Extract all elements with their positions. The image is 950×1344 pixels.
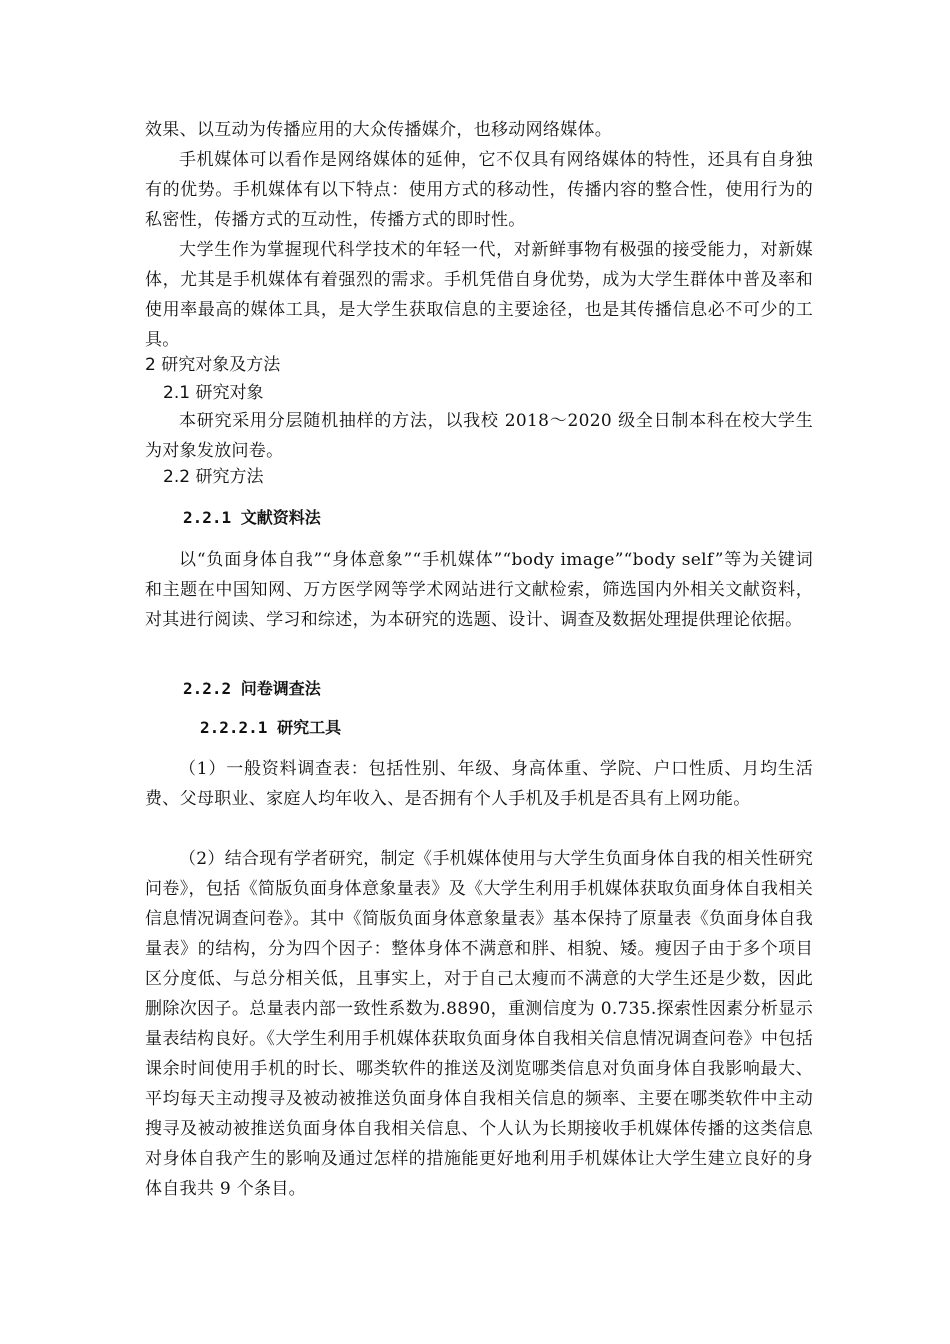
heading-section-2-2-1: 2.2.1 文献资料法 [183, 508, 321, 527]
paragraph-general-survey: （1）一般资料调查表：包括性别、年级、身高体重、学院、户口性质、月均生活费、父母职业、家庭人均年收入、是否拥有个人手机及手机是否具有上网功能。 [145, 759, 813, 809]
heading-section-2-2-2: 2.2.2 问卷调查法 [183, 679, 321, 698]
paragraph-questionnaire-design: （2）结合现有学者研究，制定《手机媒体使用与大学生负面身体自我的相关性研究问卷》，包括《简版负面身体意象量表》及《大学生利用手机媒体获取负面身体自我相关信息情况调查问卷》。其中《简版负面身体意象量表》基本保持了原量表《负面身体自我量表》的结构，分为四个因子：整体身体不满意和胖、相貌、矮。瘦因子由于多个项目区分度低、与总分相关低，且事实上，对于自己太瘦而不满意的大学生还是少数，因此删除次因子。总量表内部一致性系数为.8890，重测信度为 0.735.探索性因素分析显示量表结构良好。《大学生利用手机媒体获取负面身体自我相关信息情况调查问卷》中包括课余时间使用手机的时长、哪类软件的推送及浏览哪类信息对负面身体自我影响最大、平均每天主动搜寻及被动被推送负面身体自我相关信息的频率、主要在哪类软件中主动搜寻及被动被推送负面身体自我相关信息、个人认为长期接收手机媒体传播的这类信息对身体自我产生的影响及通过怎样的措施能更好地利用手机媒体让大学生建立良好的身体自我共 9 个条目。 [145, 849, 813, 1199]
heading-section-2-1: 2.1 研究对象 [163, 383, 264, 403]
paragraph-research-subjects: 本研究采用分层随机抽样的方法，以我校 2018～2020 级全日制本科在校大学生为对象发放问卷。 [145, 411, 813, 461]
paragraph-intro-continuation: 效果、以互动为传播应用的大众传播媒介，也移动网络媒体。 [145, 120, 613, 140]
paragraph-college-students: 大学生作为掌握现代科学技术的年轻一代，对新鲜事物有极强的接受能力，对新媒体，尤其是手机媒体有着强烈的需求。手机凭借自身优势，成为大学生群体中普及率和使用率最高的媒体工具，是大学生获取信息的主要途径，也是其传播信息必不可少的工具。 [145, 240, 813, 350]
paragraph-mobile-media-features: 手机媒体可以看作是网络媒体的延伸，它不仅具有网络媒体的特性，还具有自身独有的优势。手机媒体有以下特点：使用方式的移动性，传播内容的整合性，使用行为的私密性，传播方式的互动性，传播方式的即时性。 [145, 150, 813, 230]
heading-section-2: 2 研究对象及方法 [145, 355, 281, 375]
heading-section-2-2-2-1: 2.2.2.1 研究工具 [200, 718, 342, 737]
heading-section-2-2: 2.2 研究方法 [163, 467, 264, 487]
paragraph-literature-method: 以“负面身体自我”“身体意象”“手机媒体”“body image”“body self”等为关键词和主题在中国知网、万方医学网等学术网站进行文献检索，筛选国内外相关文献资料，对其进行阅读、学习和综述，为本研究的选题、设计、调查及数据处理提供理论依据。 [145, 550, 813, 630]
